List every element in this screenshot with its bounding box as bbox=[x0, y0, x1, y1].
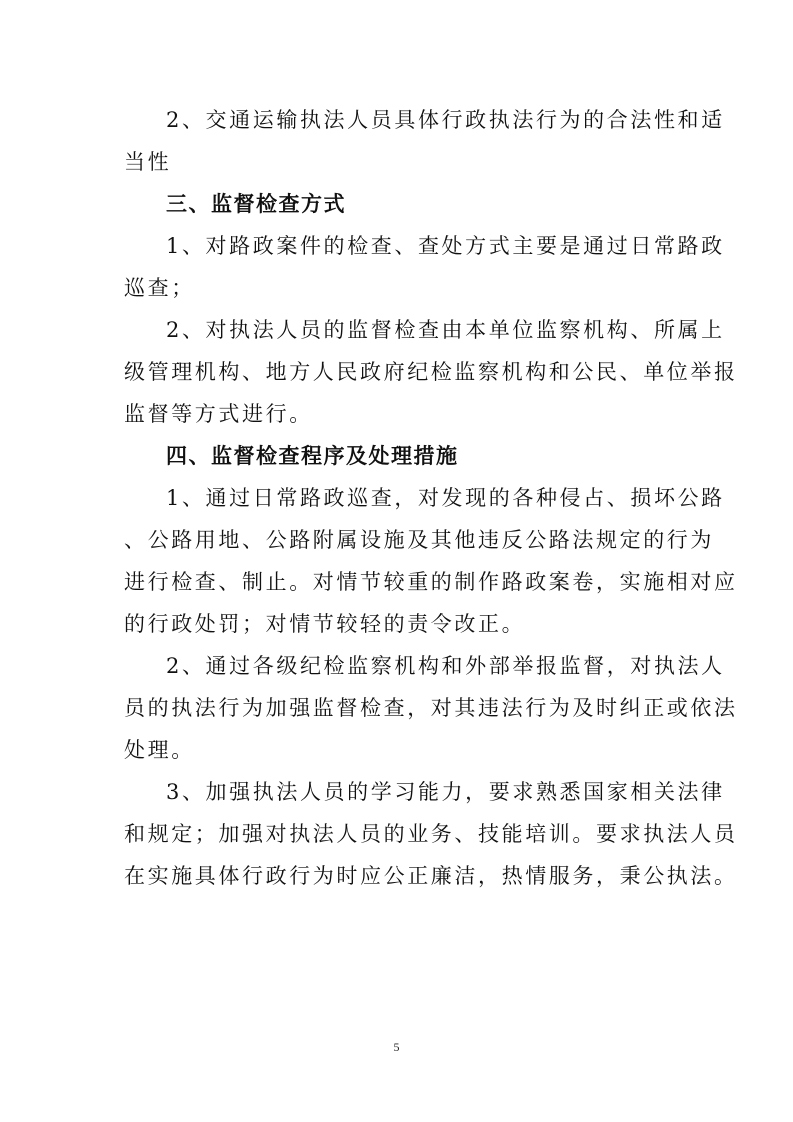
paragraph-2-supervision-method bbox=[124, 309, 738, 435]
paragraph-2-legality bbox=[124, 99, 725, 183]
text-line: 2、通过各级纪检监察机构和外部举报监督，对执法人 bbox=[166, 654, 725, 678]
text-line: 监督等方式进行。 bbox=[124, 402, 313, 426]
text-line: 巡查； bbox=[124, 276, 195, 300]
text-line: 的行政处罚；对情节较轻的责令改正。 bbox=[124, 612, 526, 636]
text-line: 处理。 bbox=[124, 738, 195, 762]
paragraph-3-training bbox=[124, 771, 738, 897]
section-heading-3: 三、监督检查方式 bbox=[166, 192, 346, 216]
text-line: 员的执法行为加强监督检查，对其违法行为及时纠正或依法 bbox=[124, 696, 738, 720]
text-line: 在实施具体行政行为时应公正廉洁，热情服务，秉公执法。 bbox=[124, 864, 738, 888]
paragraph-1-inspection-method bbox=[124, 225, 725, 309]
text-line: 当性 bbox=[124, 150, 172, 174]
document-body bbox=[124, 99, 738, 897]
text-line: 进行检查、制止。对情节较重的制作路政案卷，实施相对应 bbox=[124, 570, 738, 594]
text-line: 1、通过日常路政巡查，对发现的各种侵占、损坏公路 bbox=[166, 486, 725, 510]
paragraph-1-patrol bbox=[124, 477, 738, 645]
text-line: 3、加强执法人员的学习能力，要求熟悉国家相关法律 bbox=[166, 780, 725, 804]
text-line: 2、交通运输执法人员具体行政执法行为的合法性和适 bbox=[166, 108, 725, 132]
page-number: 5 bbox=[393, 1040, 400, 1054]
section-heading-4: 四、监督检查程序及处理措施 bbox=[166, 444, 459, 468]
text-line: 、公路用地、公路附属设施及其他违反公路法规定的行为 bbox=[124, 528, 714, 552]
text-line: 级管理机构、地方人民政府纪检监察机构和公民、单位举报 bbox=[124, 360, 738, 384]
paragraph-2-reporting bbox=[124, 645, 738, 771]
text-line: 1、对路政案件的检查、查处方式主要是通过日常路政 bbox=[166, 234, 725, 258]
text-line: 和规定；加强对执法人员的业务、技能培训。要求执法人员 bbox=[124, 822, 738, 846]
text-line: 2、对执法人员的监督检查由本单位监察机构、所属上 bbox=[166, 318, 725, 342]
